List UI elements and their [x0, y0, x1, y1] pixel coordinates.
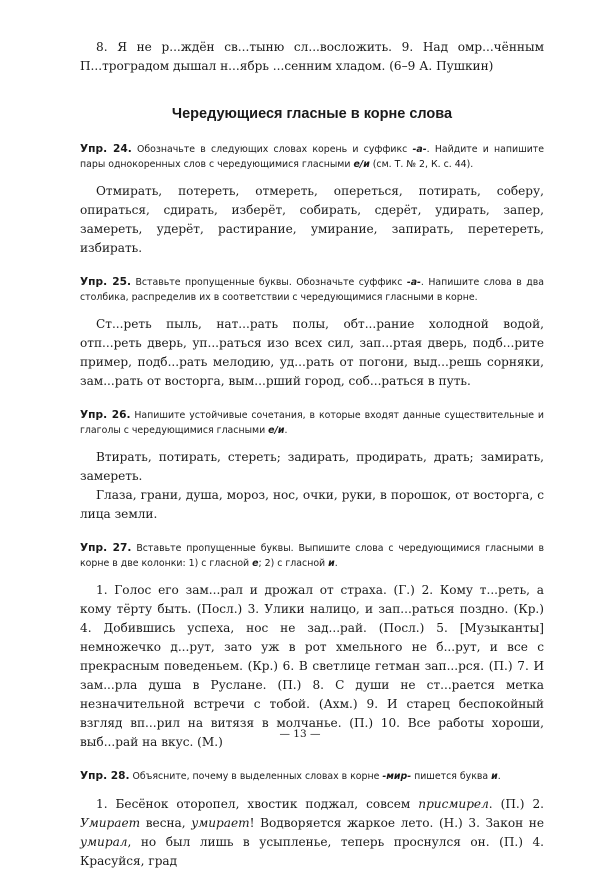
vowel-mark: е/и: [353, 158, 370, 170]
instruction-text: . Напишите слова в два столбика, распределив их в соответствии с чередующимися гласными в корне.: [80, 277, 544, 303]
exercise-26: [80, 408, 544, 524]
exercise-24: [80, 142, 544, 258]
text-run: 1. Бесёнок оторопел, хвостик поджал, совсем: [96, 796, 419, 811]
instruction-text: Обозначьте в следующих словах корень и суффикс: [137, 144, 413, 155]
root-mark: -мир-: [382, 771, 412, 782]
text-run: ! Водворяется жаркое лето. (Н.) 3. Закон не: [249, 815, 544, 830]
highlighted-word: присмирел: [418, 796, 489, 811]
exercise-27-instruction: [80, 541, 544, 571]
exercise-24-label: Упр. 24.: [80, 143, 132, 155]
text-run: . (П.) 2.: [488, 796, 545, 811]
instruction-text: Напишите устойчивые сочетания, в которые входят данные существительные и глаголы с чередующимися гласными: [80, 410, 544, 436]
instruction-text: Объясните, почему в выделенных словах в корне: [132, 771, 383, 782]
instruction-text: (см. Т. № 2, К. с. 44).: [369, 158, 474, 170]
highlighted-word: умирал: [80, 834, 128, 849]
text-run: весна,: [140, 815, 192, 830]
highlighted-word: Умирает: [80, 815, 141, 830]
exercise-28-instruction: [80, 769, 544, 785]
exercise-25-text: Ст...реть пыль, нат...рать полы, обт...рание холодной водой, отп...реть дверь, уп...раться изо всех сил, зап...ртая дверь, подб...рите пример, подб...рать мелодию, уд...рать от погони, выд...решь сорняки, зам...рать от восторга, вым...рший город, соб...раться в путь.: [80, 317, 544, 388]
instruction-text: пишется буква: [411, 771, 492, 782]
suffix-mark: -а-: [412, 144, 427, 155]
instruction-text: .: [334, 557, 338, 569]
exercise-26-nouns-text: Глаза, грани, душа, мороз, нос, очки, руки, в порошок, от восторга, с лица земли.: [80, 488, 544, 521]
text-run: , но был лишь в усыпленье, теперь проснулся он. (П.) 4. Красуйся, град: [80, 834, 544, 868]
exercise-26-verbs-text: Втирать, потирать, стереть; задирать, продирать, драть; замирать, замереть.: [80, 450, 544, 483]
instruction-text: .: [497, 771, 501, 782]
instruction-text: .: [284, 424, 288, 436]
exercise-27-text: 1. Голос его зам...рал и дрожал от страха. (Г.) 2. Кому т...реть, а кому тёрту быть. (Посл.) 3. Улики налицо, и зап...раться поздно. (Кр.) 4. Добившись успеха, нос не зад...рай. (Посл.) 5. [Музыканты] немножечко д...рут, зато уж в рот хмельного не б...рут, и все с прекрасным поведеньем. (Кр.) 6. В светлице гетман зап...рся. (П.) 7. И зам...рла душа в Руслане. (П.) 8. С души не ст...рается метка незначительной встречи с тобой. (Ахм.) 9. И старец беспокойный взгляд вп...рил на витязя в молчанье. (П.) 10. Все работы хороши, выб...рай на вкус. (М.): [80, 583, 544, 749]
exercise-25-label: Упр. 25.: [80, 276, 132, 288]
page-number: — 13 —: [279, 728, 321, 740]
poem-lines-text: 8. Я не р...ждён св...тыню сл...восложить. 9. Над омр...чённым П...троградом дышал н...ябрь ...сенним хладом. (6–9 А. Пушкин): [80, 40, 544, 73]
exercise-28-text: [80, 795, 544, 871]
instruction-text: Вставьте пропущенные буквы. Обозначьте суффикс: [135, 277, 407, 288]
exercise-24-instruction: [80, 142, 544, 172]
exercise-28: [80, 769, 544, 871]
exercise-26-instruction: [80, 408, 544, 438]
exercise-26-label: Упр. 26.: [80, 409, 131, 421]
vowel-mark: и: [491, 771, 498, 782]
exercise-27-label: Упр. 27.: [80, 542, 132, 554]
exercise-27: [80, 541, 544, 752]
section-title: Чередующиеся гласные в корне слова: [171, 106, 453, 122]
instruction-text: . Найдите и напишите пары однокоренных слов с чередующимися гласными: [80, 144, 545, 170]
exercise-28-label: Упр. 28.: [80, 770, 130, 782]
instruction-text: Вставьте пропущенные буквы. Выпишите слова с чередующимися гласными в корне в две колонки: 1) с гласной: [80, 543, 544, 569]
vowel-mark: е: [252, 557, 259, 569]
highlighted-word: умирает: [191, 815, 250, 830]
exercise-24-text: Отмирать, потереть, отмереть, опереться, потирать, соберу, опираться, сдирать, изберёт, собирать, сдерёт, удирать, запер, замереть, удерёт, растирание, умирание, запирать, перетереть, избирать.: [80, 184, 544, 255]
suffix-mark: -а-: [406, 277, 421, 288]
vowel-mark: е/и: [268, 424, 285, 436]
instruction-text: ; 2) с гласной: [258, 557, 329, 569]
exercise-25-instruction: [80, 275, 544, 305]
vowel-mark: и: [328, 557, 335, 569]
top-paragraph: [80, 38, 544, 76]
exercise-25: [80, 275, 544, 391]
